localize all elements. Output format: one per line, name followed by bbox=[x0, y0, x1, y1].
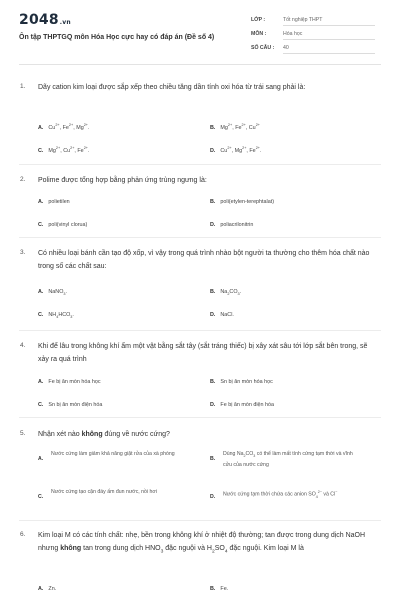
question-number: 5. bbox=[20, 430, 26, 437]
option-a[interactable]: A. NaNO$_3$. bbox=[38, 289, 67, 297]
option-c[interactable]: C. $Mg^{2+}$, $Cu^{2+}$, $Fe^{2+}$. bbox=[38, 146, 90, 154]
option-d[interactable]: D. NaCl. bbox=[210, 312, 234, 318]
question-number: 2. bbox=[20, 176, 26, 183]
option-c[interactable]: C. $NH_4HCO_3$. bbox=[38, 312, 74, 320]
option-a[interactable]: A. $Cu^{2+}$, $Fe^{2+}$, $Mg^{2+}$. bbox=[38, 123, 90, 131]
option-b[interactable]: B. poli(etylen-terephtalat) bbox=[210, 199, 275, 205]
question-number: 4. bbox=[20, 342, 26, 349]
question-number: 6. bbox=[20, 531, 26, 538]
header-divider bbox=[19, 64, 381, 65]
option-a[interactable]: A. Zn. bbox=[38, 586, 57, 592]
page-title: Ôn tập THPTGQ môn Hóa Học cực hay có đáp án (Đề số 4) bbox=[19, 34, 215, 41]
question-text: Polime được tổng hợp bằng phản ứng trùng ngưng là: bbox=[38, 177, 207, 184]
option-b[interactable]: B. $Na_2CO_3$. bbox=[210, 289, 242, 297]
question-text: Khi để lâu trong không khí ẩm một vật bằng sắt tây (sắt tráng thiếc) bị xây xát sâu tới lớp sắt bên trong, sẽ xảy ra quá trình bbox=[38, 343, 368, 363]
question-divider bbox=[19, 417, 381, 418]
option-a[interactable]: A. Fe bị ăn mòn hóa học bbox=[38, 379, 101, 385]
question-divider bbox=[19, 520, 381, 521]
option-c[interactable]: C. poli(vinyl clorua) bbox=[38, 222, 88, 228]
option-b[interactable]: B. Sn bị ăn mòn hóa học bbox=[210, 379, 273, 385]
question-divider bbox=[19, 330, 381, 331]
option-a[interactable]: A. polietilen bbox=[38, 199, 70, 205]
question-text: Kim loại M có các tính chất: nhẹ, bền trong không khí ở nhiệt độ thường; tan được trong dung dịch NaOH nhưng không tan trong dung dịch $HNO_3$ đặc nguội và $H_2SO_4$ đặc nguội. Kim loại M là bbox=[38, 532, 366, 554]
option-d[interactable]: D. Fe bị ăn mòn điện hóa bbox=[210, 402, 275, 408]
question-text: Nhận xét nào không đúng về nước cứng? bbox=[38, 431, 170, 438]
option-b[interactable]: B. $Mg^{2+}$, $Fe^{2+}$, $Cu^{2+}$ bbox=[210, 123, 260, 131]
document-header: 2048.vn Ôn tập THPTGQ môn Hóa Học cực hay có đáp án (Đề số 4) LỚP : Tốt nghiệp THPT MÔN : Hóa học SỐ CÂU : 40 bbox=[0, 0, 400, 65]
question-number: 1. bbox=[20, 83, 26, 90]
question-text: Có nhiều loại bánh cần tạo độ xốp, vì vậy trong quá trình nhào bột người ta thường cho thêm hóa chất nào trong số các chất sau: bbox=[38, 250, 370, 270]
site-logo[interactable]: 2048.vn bbox=[19, 12, 71, 28]
option-b[interactable]: B. Fe. bbox=[210, 586, 229, 592]
option-d[interactable]: D. $Cu^{2+}$, $Mg^{2+}$, $Fe^{2+}$. bbox=[210, 146, 262, 154]
question-divider bbox=[19, 237, 381, 238]
question-divider bbox=[19, 164, 381, 165]
option-c[interactable]: C. Sn bị ăn mòn điện hóa bbox=[38, 402, 103, 408]
question-number: 3. bbox=[20, 249, 26, 256]
question-text: Dãy cation kim loại được sắp xếp theo chiều tăng dần tính oxi hóa từ trái sang phải là: bbox=[38, 84, 306, 91]
option-d[interactable]: D. poliacrilonitrin bbox=[210, 222, 254, 228]
